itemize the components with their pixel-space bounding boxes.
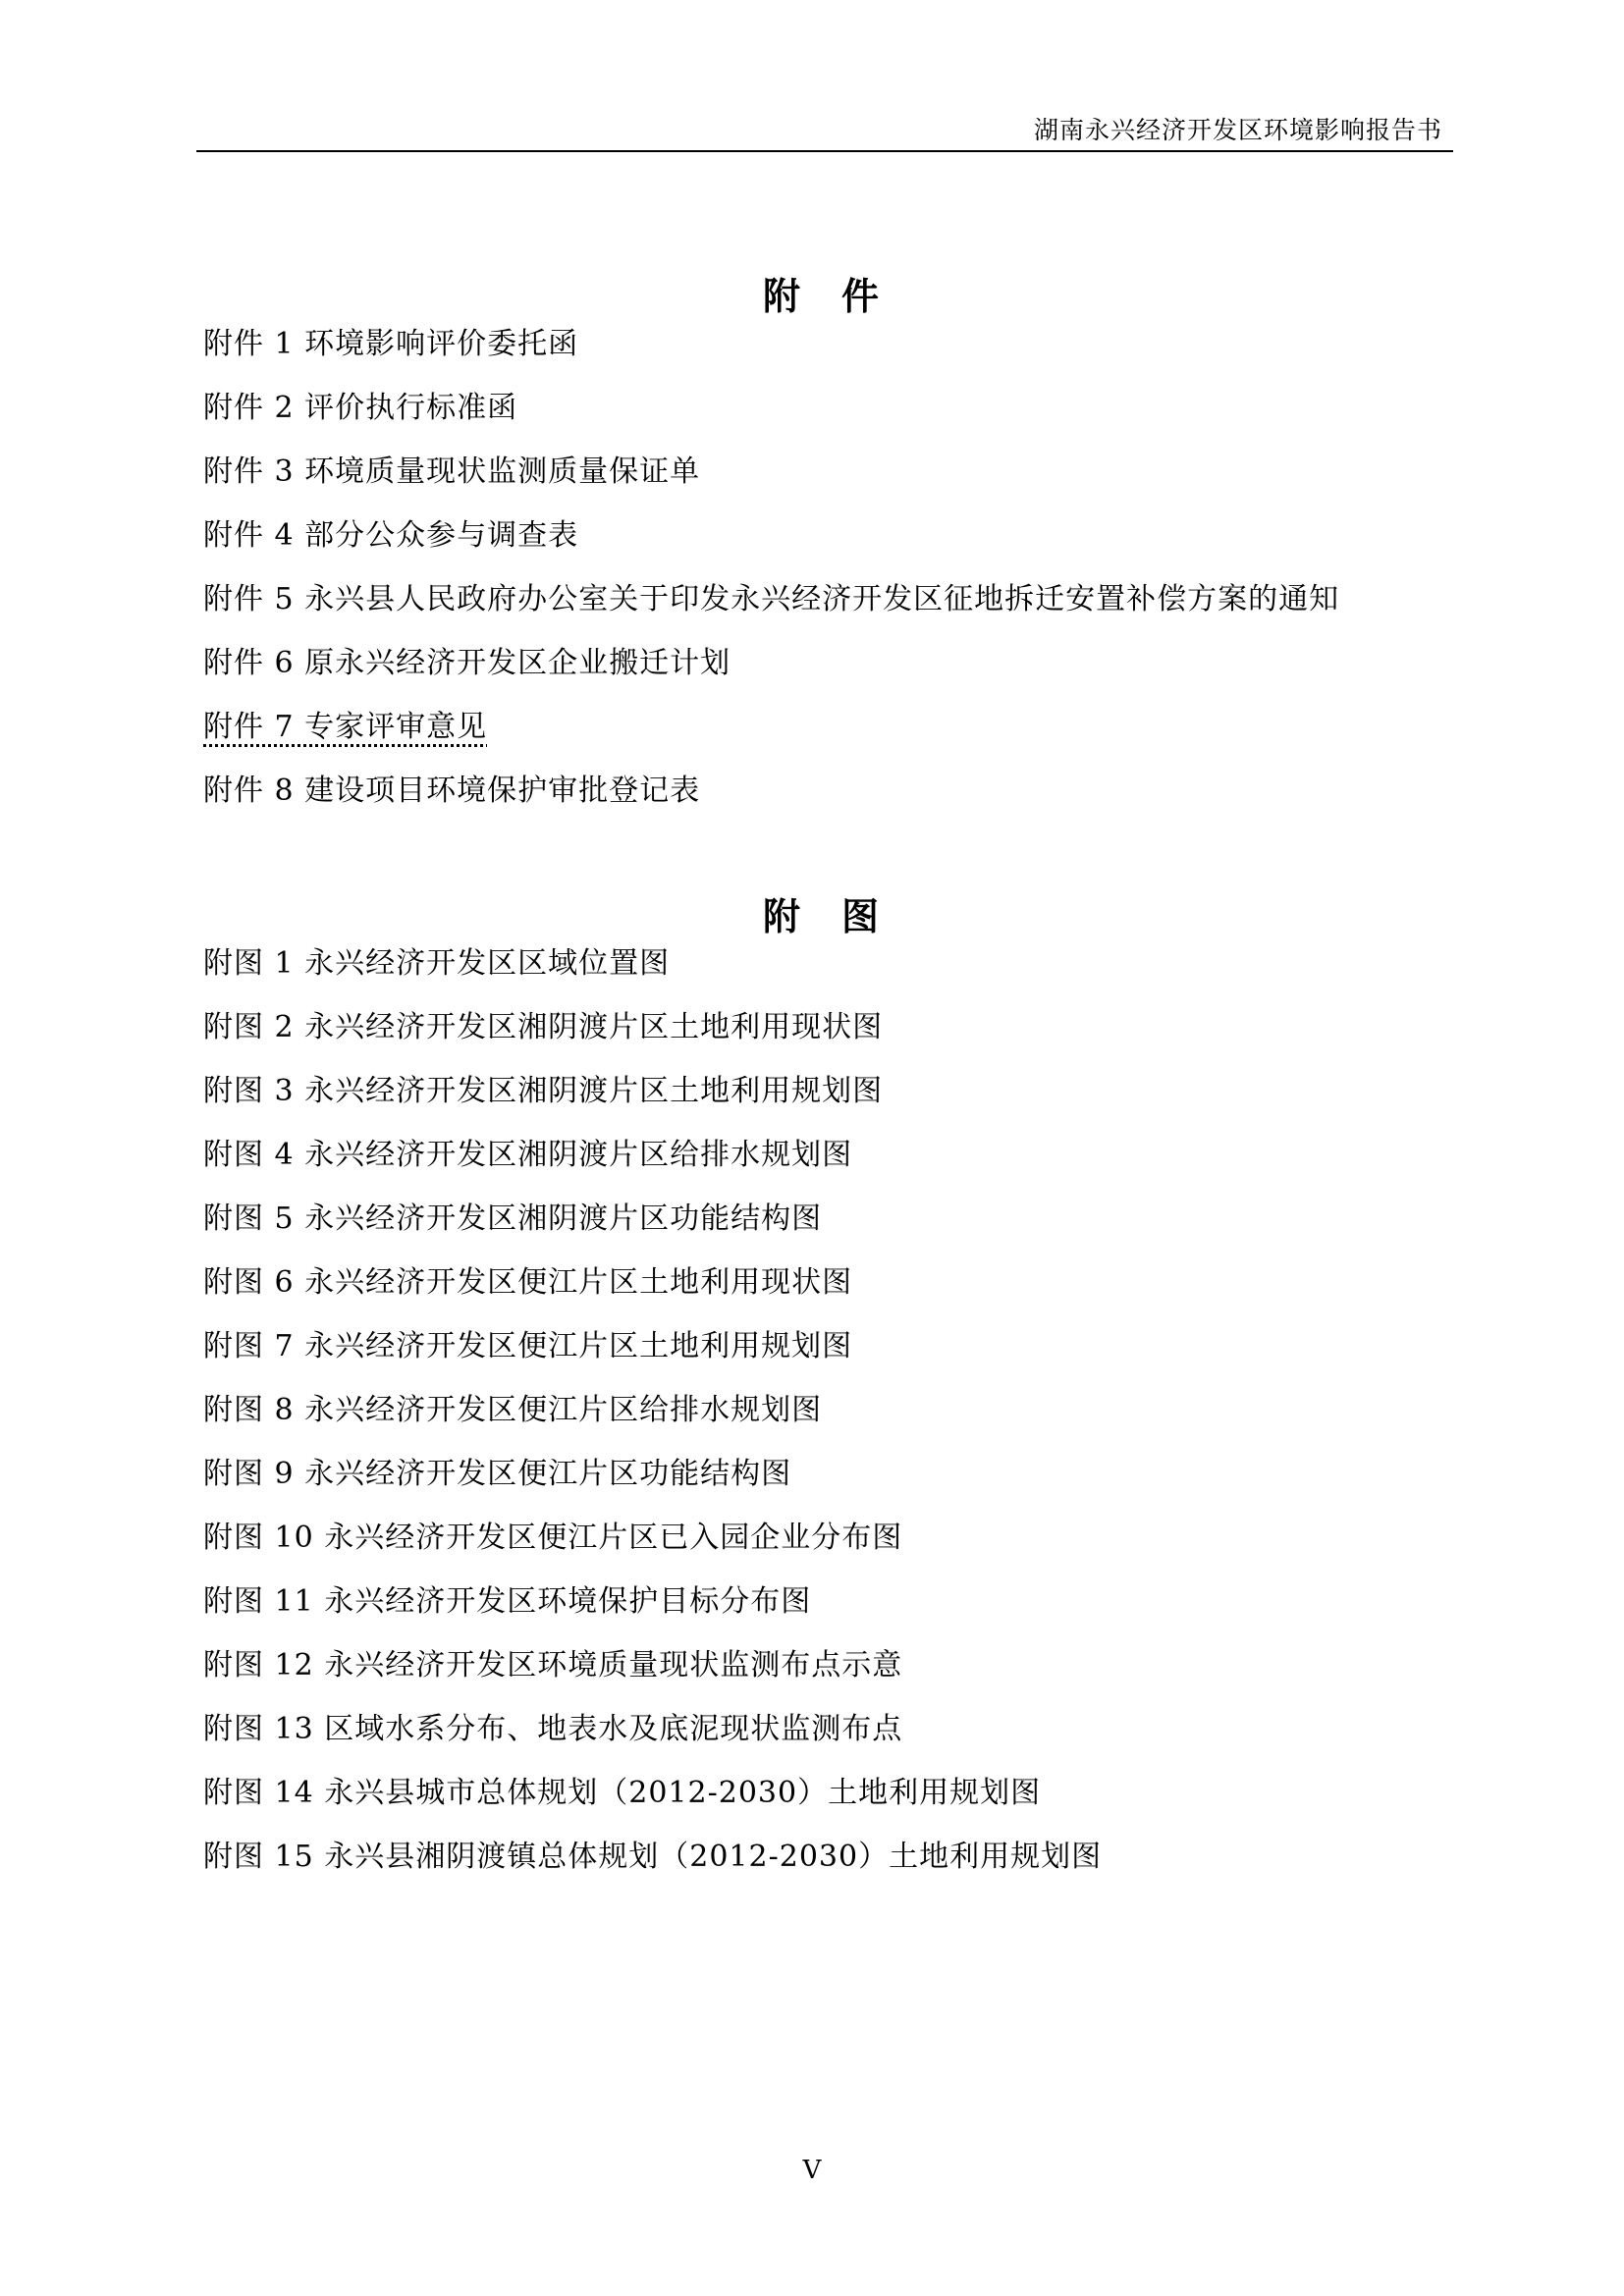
figure-item-14: 附图 14 永兴县城市总体规划（2012-2030）土地利用规划图 [203, 1776, 1042, 1810]
attachment-item-1: 附件 1 环境影响评价委托函 [203, 327, 579, 361]
attachments-title: 附 件 [762, 275, 881, 318]
attachment-item-2: 附件 2 评价执行标准函 [203, 391, 518, 425]
figure-item-2: 附图 2 永兴经济开发区湘阴渡片区土地利用现状图 [203, 1010, 884, 1044]
figure-item-12: 附图 12 永兴经济开发区环境质量现状监测布点示意 [203, 1648, 903, 1682]
figure-item-7: 附图 7 永兴经济开发区便江片区土地利用规划图 [203, 1329, 853, 1363]
header-rule [196, 150, 1453, 152]
figure-item-6: 附图 6 永兴经济开发区便江片区土地利用现状图 [203, 1265, 853, 1300]
attachments-list [203, 324, 1339, 834]
figure-item-13: 附图 13 区域水系分布、地表水及底泥现状监测布点 [203, 1712, 903, 1746]
figure-item-8: 附图 8 永兴经济开发区便江片区给排水规划图 [203, 1393, 823, 1427]
attachment-item-5: 附件 5 永兴县人民政府办公室关于印发永兴经济开发区征地拆迁安置补偿方案的通知 [203, 582, 1340, 616]
figure-item-5: 附图 5 永兴经济开发区湘阴渡片区功能结构图 [203, 1201, 823, 1236]
figures-list [203, 943, 1102, 1900]
attachment-item-3: 附件 3 环境质量现状监测质量保证单 [203, 454, 701, 489]
attachment-item-6: 附件 6 原永兴经济开发区企业搬迁计划 [203, 646, 731, 680]
page-number: V [802, 2156, 822, 2185]
attachment-item-7-link[interactable]: 附件 7 专家评审意见 [203, 710, 488, 744]
figure-item-3: 附图 3 永兴经济开发区湘阴渡片区土地利用规划图 [203, 1074, 884, 1108]
running-header: 湖南永兴经济开发区环境影响报告书 [1033, 116, 1442, 144]
attachment-item-8: 附件 8 建设项目环境保护审批登记表 [203, 774, 701, 808]
figure-item-4: 附图 4 永兴经济开发区湘阴渡片区给排水规划图 [203, 1138, 853, 1172]
figure-item-11: 附图 11 永兴经济开发区环境保护目标分布图 [203, 1584, 812, 1619]
figures-title: 附 图 [762, 895, 881, 938]
attachment-item-4: 附件 4 部分公众参与调查表 [203, 518, 579, 553]
figure-item-10: 附图 10 永兴经济开发区便江片区已入园企业分布图 [203, 1521, 903, 1555]
figure-item-1: 附图 1 永兴经济开发区区域位置图 [203, 946, 671, 981]
figure-item-9: 附图 9 永兴经济开发区便江片区功能结构图 [203, 1457, 792, 1491]
figure-item-15: 附图 15 永兴县湘阴渡镇总体规划（2012-2030）土地利用规划图 [203, 1840, 1103, 1874]
